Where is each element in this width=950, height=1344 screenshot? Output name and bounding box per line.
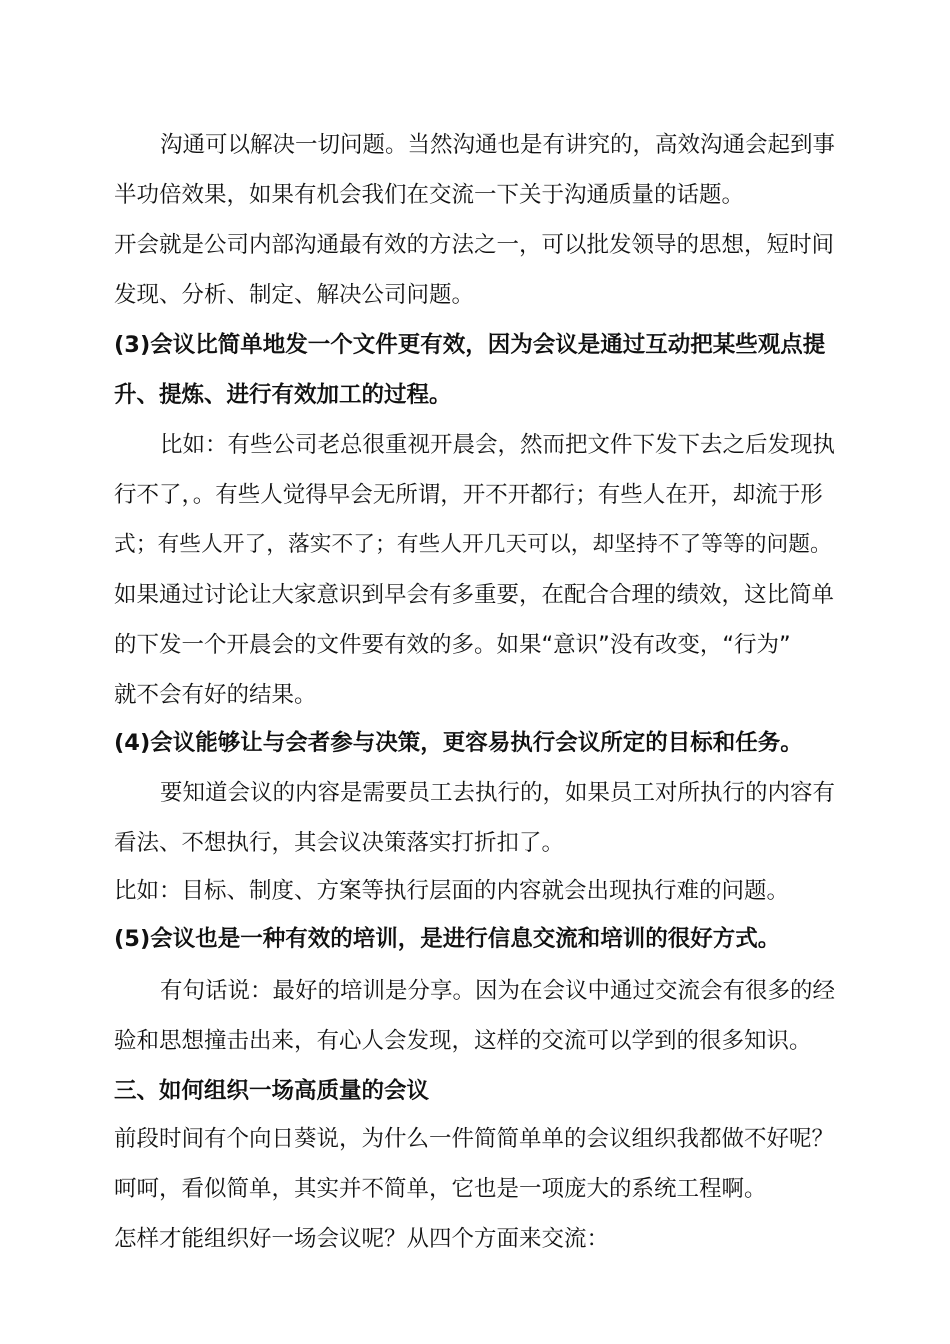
paragraph-line-8: 行不了，。有些人觉得早会无所谓，开不开都行；有些人在开，却流于形 [114, 482, 823, 508]
section-heading-4: (4)会议能够让与会者参与决策，更容易执行会议所定的目标和任务。 [114, 730, 803, 756]
paragraph-line-22: 呵呵，看似简单，其实并不简单，它也是一项庞大的系统工程啊。 [114, 1176, 767, 1202]
paragraph-line-7: 比如：有些公司老总很重视开晨会，然而把文件下发下去之后发现执 [160, 432, 836, 458]
paragraph-line-18: 有句话说：最好的培训是分享。因为在会议中通过交流会有很多的经 [160, 978, 836, 1004]
paragraph-line-2: 半功倍效果，如果有机会我们在交流一下关于沟通质量的话题。 [114, 182, 745, 208]
paragraph-line-4: 发现、分析、制定、解决公司问题。 [114, 282, 475, 308]
section-heading-3-line-1: (3)会议比简单地发一个文件更有效，因为会议是通过互动把某些观点提 [114, 332, 826, 358]
paragraph-line-15: 看法、不想执行，其会议决策落实打折扣了。 [114, 830, 565, 856]
paragraph-line-23: 怎样才能组织好一场会议呢？从四个方面来交流： [114, 1226, 610, 1252]
paragraph-line-1: 沟通可以解决一切问题。当然沟通也是有讲究的，高效沟通会起到事 [160, 132, 836, 158]
section-heading-5: (5)会议也是一种有效的培训，是进行信息交流和培训的很好方式。 [114, 926, 781, 952]
paragraph-line-21: 前段时间有个向日葵说，为什么一件简简单单的会议组织我都做不好呢？ [114, 1126, 835, 1152]
paragraph-line-11: 的下发一个开晨会的文件要有效的多。如果“意识”没有改变，“行为” [114, 632, 791, 658]
paragraph-line-3: 开会就是公司内部沟通最有效的方法之一，可以批发领导的思想，短时间 [114, 232, 835, 258]
chapter-heading-3: 三、如何组织一场高质量的会议 [114, 1078, 430, 1104]
paragraph-line-10: 如果通过讨论让大家意识到早会有多重要，在配合合理的绩效，这比简单 [114, 582, 835, 608]
paragraph-line-12: 就不会有好的结果。 [114, 682, 317, 708]
paragraph-line-9: 式；有些人开了，落实不了；有些人开几天可以，却坚持不了等等的问题。 [114, 532, 832, 557]
section-heading-3-line-2: 升、提炼、进行有效加工的过程。 [114, 382, 452, 408]
paragraph-line-14: 要知道会议的内容是需要员工去执行的，如果员工对所执行的内容有 [160, 780, 836, 806]
paragraph-line-19: 验和思想撞击出来，有心人会发现，这样的交流可以学到的很多知识。 [114, 1028, 812, 1054]
paragraph-line-16: 比如：目标、制度、方案等执行层面的内容就会出现执行难的问题。 [114, 878, 790, 904]
